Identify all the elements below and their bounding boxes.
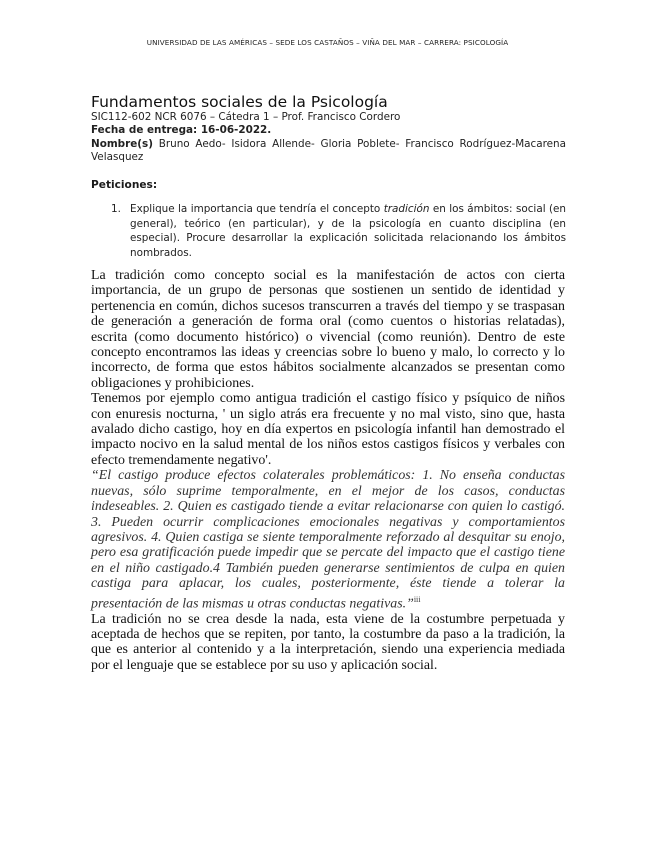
authors-names: Bruno Aedo- Isidora Allende- Gloria Poblete- Francisco Rodríguez-Macarena Velasquez (91, 137, 566, 163)
paragraph-3: La tradición no se crea desde la nada, esta viene de la costumbre perpetuada y aceptada de hechos que se repiten, por tanto, la costumbre da paso a la tradición, la que es anterior al contenido y a la interpretación, siendo una experiencia mediada por el lenguaje que se establece por su uso y aplicación social. (91, 611, 565, 673)
title-block (91, 93, 566, 164)
authors-label: Nombre(s) (91, 137, 153, 150)
quote-paragraph (91, 468, 565, 611)
petition-item (111, 202, 566, 260)
petition-text-start: Explique la importancia que tendría el concepto (130, 203, 384, 215)
quote-footnote-ref: iii (413, 594, 421, 604)
petition-number: 1. (111, 203, 121, 215)
paragraph-1: La tradición como concepto social es la manifestación de actos con cierta importancia, de un grupo de personas que sostienen un sentido de identidad y pertenencia en común, dichos sucesos transcurren a través del tiempo y se traspasan de generación a generación de forma oral (como cuentos o historias relatadas), escrita (como documento histórico) o vivencial (como reunión). Dentro de este concepto encontramos las ideas y creencias sobre lo bueno y malo, lo correcto y lo incorrecto, de forma que estos hábitos socialmente alcanzados se presentan como obligaciones y prohibiciones. (91, 268, 565, 391)
document-title: Fundamentos sociales de la Psicología (91, 93, 388, 111)
course-line: SIC112-602 NCR 6076 – Cátedra 1 – Prof. Francisco Cordero (91, 111, 401, 123)
petition-emphasis: tradición (383, 203, 430, 215)
authors (91, 138, 566, 165)
petition-text (130, 202, 566, 260)
body-text (91, 268, 565, 673)
petition-text-end: en los ámbitos: social (en general), teórico (en particular), y de la psicología en cuanto disciplina (en especial). Procure desarrollar la explicación solicitada relacionando los ámbitos nombrados. (130, 203, 566, 259)
paragraph-2: Tenemos por ejemplo como antigua tradición el castigo físico y psíquico de niños con enuresis nocturna, ' un siglo atrás era frecuente y no mal visto, sino que, hasta avalado dicho castigo, hoy en día expertos en psicología infantil han demostrado el impacto nocivo en la salud mental de los niños estos castigos físicos y verbales con efecto tremendamente negativo'. (91, 391, 565, 468)
quote-text: “El castigo produce efectos colaterales problemáticos: 1. No enseña conductas nuevas, sólo suprime temporalmente, en el mejor de los casos, conductas indeseables. 2. Quien es castigado tiende a evitar relacionarse con quien lo castigó. 3. Pueden ocurrir complicaciones emocionales negativas y comportamientos agresivos. 4. Quien castiga se siente temporalmente reforzado al desquitar su enojo, pero esa gratificación puede impedir que se percate del impacto que el castigo tiene en el niño castigado.4 También pueden generarse sentimientos de culpa en quien castiga para aplacar, los cuales, posteriormente, éste tiende a tolerar la presentación de las mismas u otras conductas negativas.” (91, 468, 565, 612)
petitions-heading: Peticiones: (91, 179, 158, 191)
institution-header: UNIVERSIDAD DE LAS AMÉRICAS – SEDE LOS CASTAÑOS – VIÑA DEL MAR – CARRERA: PSICOLOGÍA (146, 38, 509, 47)
due-date (91, 124, 566, 137)
due-date-label: Fecha de entrega: 16-06-2022. (91, 124, 272, 137)
